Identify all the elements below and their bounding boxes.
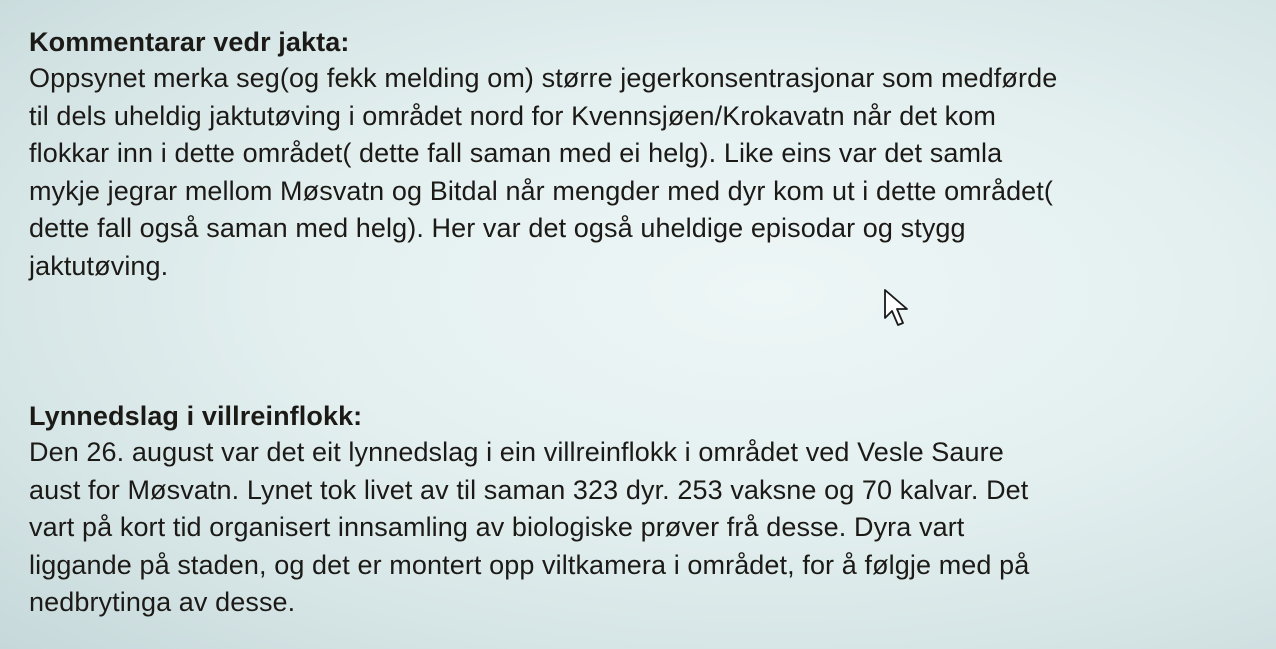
text-line: Den 26. august var det eit lynnedslag i ein villreinflokk i området ved Vesle Saure (29, 437, 1004, 467)
text-line: dette fall også saman med helg). Her var det også uheldige episodar og stygg (29, 213, 966, 243)
section-heading: Kommentarar vedr jakta: (29, 27, 350, 57)
section-heading: Lynnedslag i villreinflokk: (29, 401, 363, 431)
mouse-pointer-icon (883, 288, 911, 330)
text-line: nedbrytinga av desse. (29, 587, 296, 617)
lightning-strike-section (29, 398, 1269, 622)
hunting-comments-section (29, 24, 1269, 285)
text-line: til dels uheldig jaktutøving i området nord for Kvennsjøen/Krokavatn når det kom (29, 100, 996, 131)
text-line: vart på kort tid organisert innsamling av biologiske prøver frå desse. Dyra vart (29, 512, 965, 542)
text-line: Oppsynet merka seg(og fekk melding om) større jegerkonsentrasjonar som medførde (29, 63, 1058, 93)
text-line: flokkar inn i dette området( dette fall saman med ei helg). Like eins var det samla (29, 138, 1003, 168)
text-line: liggande på staden, og det er montert opp viltkamera i området, for å følgje med på (29, 549, 1030, 580)
text-line: mykje jegrar mellom Møsvatn og Bitdal når mengder med dyr kom ut i dette området( (29, 175, 1053, 206)
text-line: jaktutøving. (29, 250, 169, 281)
text-line: aust for Møsvatn. Lynet tok livet av til saman 323 dyr. 253 vaksne og 70 kalvar. Det (29, 474, 1029, 505)
